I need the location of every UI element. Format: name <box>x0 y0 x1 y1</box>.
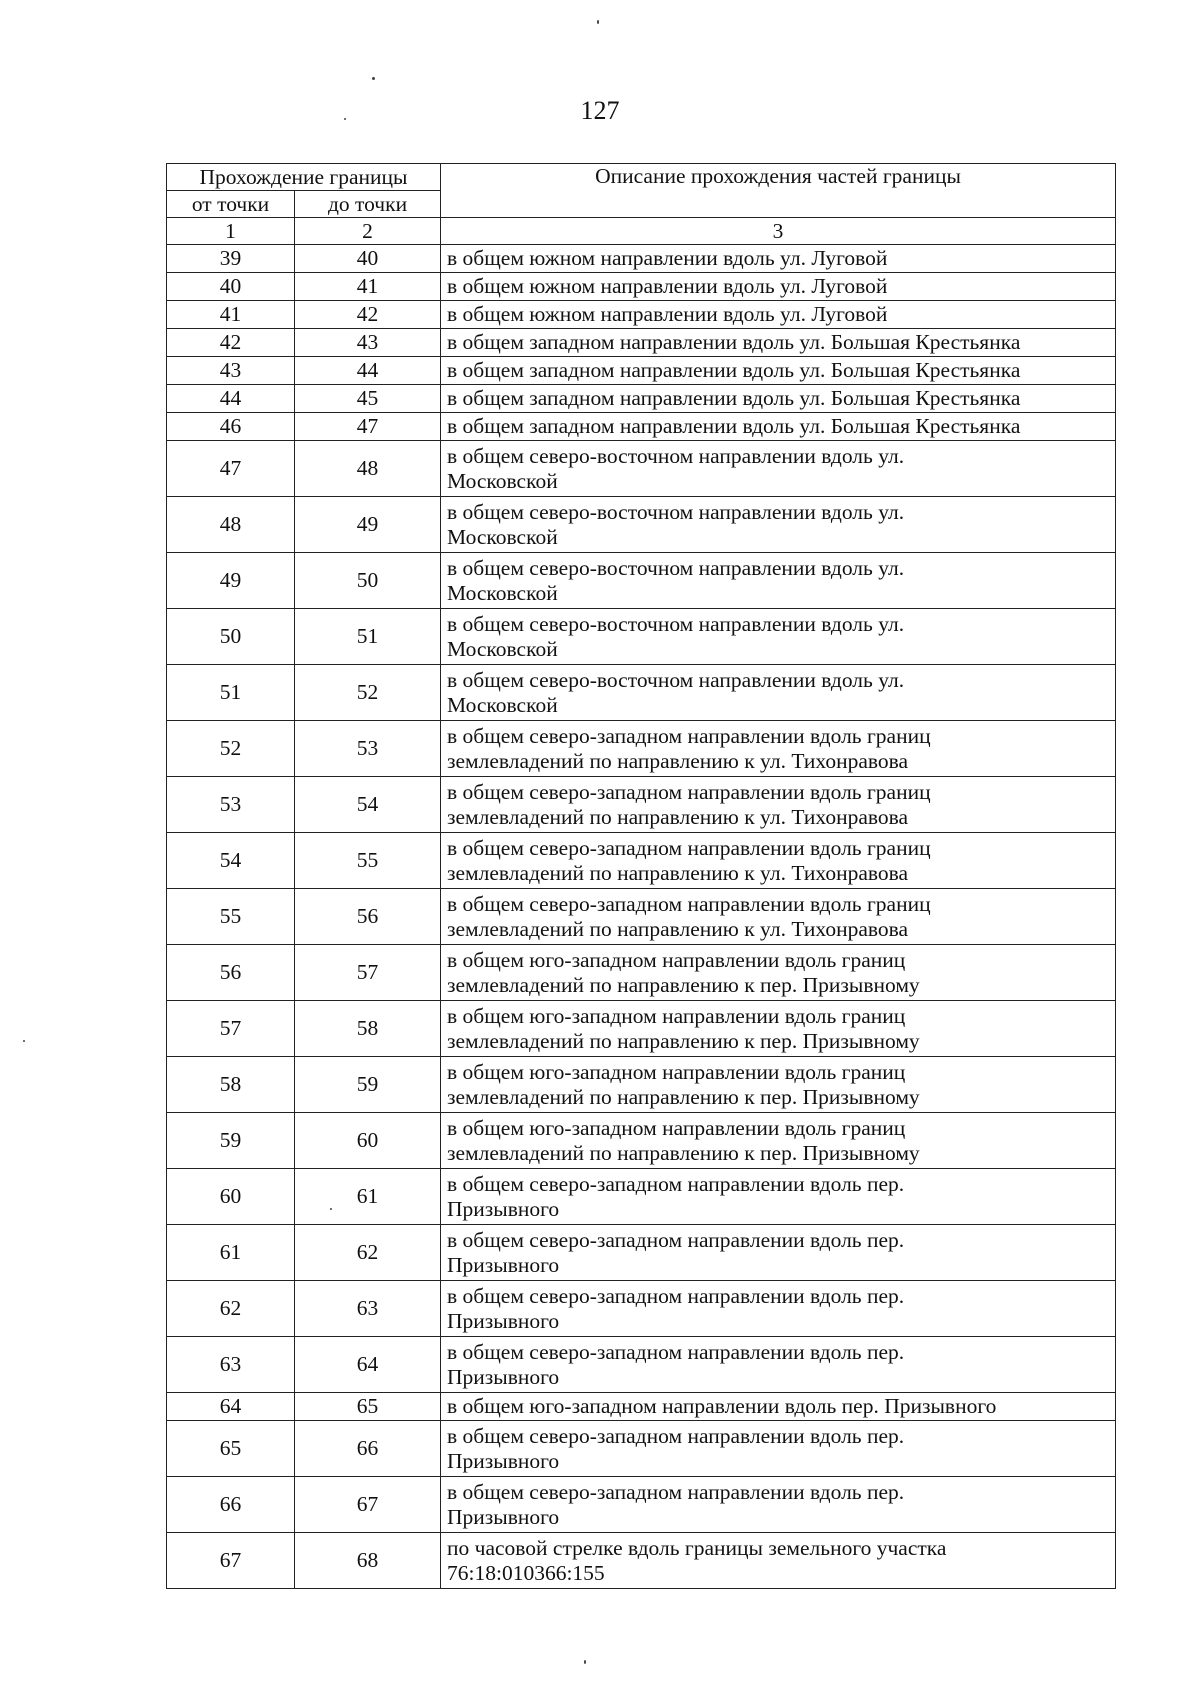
from-point-cell: 65 <box>167 1421 295 1477</box>
to-point-cell: 43 <box>295 329 441 357</box>
from-point-cell: 47 <box>167 441 295 497</box>
table-row <box>167 1281 1116 1337</box>
to-point-cell: 61 <box>295 1169 441 1225</box>
description-line: в общем северо-западном направлении вдоль границ <box>447 779 931 804</box>
description-line: землевладений по направлению к пер. Призывному <box>447 1084 920 1109</box>
from-point-cell: 44 <box>167 385 295 413</box>
to-point-cell: 65 <box>295 1393 441 1421</box>
description-line: в общем северо-восточном направлении вдоль ул. <box>447 499 905 524</box>
description-cell <box>441 553 1116 609</box>
from-point-cell: 57 <box>167 1001 295 1057</box>
scan-speck <box>372 77 375 80</box>
header-boundary-passage: Прохождение границы <box>167 164 441 191</box>
description-line: Призывного <box>447 1364 560 1389</box>
description-line: в общем северо-восточном направлении вдоль ул. <box>447 443 905 468</box>
table-row <box>167 1001 1116 1057</box>
description-line: в общем юго-западном направлении вдоль границ <box>447 1059 906 1084</box>
description-cell <box>441 1337 1116 1393</box>
from-point-cell: 48 <box>167 497 295 553</box>
to-point-cell: 45 <box>295 385 441 413</box>
table-row <box>167 609 1116 665</box>
table-row <box>167 1225 1116 1281</box>
to-point-cell: 41 <box>295 273 441 301</box>
to-point-cell: 67 <box>295 1477 441 1533</box>
description-line: в общем западном направлении вдоль ул. Большая Крестьянка <box>447 414 1021 438</box>
description-line: в общем северо-западном направлении вдоль пер. <box>447 1283 905 1308</box>
to-point-cell: 64 <box>295 1337 441 1393</box>
scan-speck <box>330 1208 332 1210</box>
to-point-cell: 62 <box>295 1225 441 1281</box>
description-line: в общем юго-западном направлении вдоль границ <box>447 947 906 972</box>
from-point-cell: 41 <box>167 301 295 329</box>
description-cell <box>441 441 1116 497</box>
from-point-cell: 58 <box>167 1057 295 1113</box>
description-line: в общем северо-западном направлении вдоль границ <box>447 723 931 748</box>
from-point-cell: 52 <box>167 721 295 777</box>
table-row <box>167 777 1116 833</box>
description-line: в общем северо-западном направлении вдоль пер. <box>447 1227 905 1252</box>
description-line: землевладений по направлению к ул. Тихонравова <box>447 804 909 829</box>
description-cell <box>441 945 1116 1001</box>
description-cell <box>441 1057 1116 1113</box>
description-line: Призывного <box>447 1448 560 1473</box>
to-point-cell: 55 <box>295 833 441 889</box>
header-description: Описание прохождения частей границы <box>441 164 1116 218</box>
from-point-cell: 59 <box>167 1113 295 1169</box>
description-line: в общем северо-западном направлении вдоль границ <box>447 891 931 916</box>
description-cell <box>441 833 1116 889</box>
description-line: в общем южном направлении вдоль ул. Луговой <box>447 302 888 326</box>
description-cell <box>441 609 1116 665</box>
from-point-cell: 53 <box>167 777 295 833</box>
description-line: в общем северо-западном направлении вдоль пер. <box>447 1479 905 1504</box>
table-row <box>167 385 1116 413</box>
header-col-number-3: 3 <box>441 218 1116 245</box>
scan-speck <box>344 118 346 120</box>
to-point-cell: 54 <box>295 777 441 833</box>
table-row <box>167 721 1116 777</box>
to-point-cell: 66 <box>295 1421 441 1477</box>
description-cell <box>441 1113 1116 1169</box>
from-point-cell: 60 <box>167 1169 295 1225</box>
from-point-cell: 62 <box>167 1281 295 1337</box>
description-line: в общем юго-западном направлении вдоль границ <box>447 1003 906 1028</box>
description-cell <box>441 1225 1116 1281</box>
description-line: Призывного <box>447 1308 560 1333</box>
table-row <box>167 1533 1116 1589</box>
table-row <box>167 301 1116 329</box>
scan-speck <box>23 1040 25 1042</box>
to-point-cell: 53 <box>295 721 441 777</box>
description-line: землевладений по направлению к ул. Тихонравова <box>447 860 909 885</box>
from-point-cell: 43 <box>167 357 295 385</box>
from-point-cell: 55 <box>167 889 295 945</box>
scan-speck <box>584 1660 586 1664</box>
table-row <box>167 1113 1116 1169</box>
table-row <box>167 1169 1116 1225</box>
description-line: Призывного <box>447 1252 560 1277</box>
header-to-point: до точки <box>295 191 441 218</box>
description-cell <box>441 329 1116 357</box>
description-cell <box>441 777 1116 833</box>
to-point-cell: 44 <box>295 357 441 385</box>
description-cell <box>441 385 1116 413</box>
to-point-cell: 42 <box>295 301 441 329</box>
description-line: Московской <box>447 580 558 605</box>
description-cell <box>441 301 1116 329</box>
description-cell <box>441 1421 1116 1477</box>
from-point-cell: 51 <box>167 665 295 721</box>
table-row <box>167 357 1116 385</box>
description-cell <box>441 413 1116 441</box>
description-line: в общем юго-западном направлении вдоль пер. Призывного <box>447 1394 997 1418</box>
from-point-cell: 39 <box>167 245 295 273</box>
description-cell <box>441 665 1116 721</box>
table-header <box>167 164 1116 245</box>
from-point-cell: 50 <box>167 609 295 665</box>
description-line: в общем южном направлении вдоль ул. Луговой <box>447 246 888 270</box>
description-cell <box>441 1001 1116 1057</box>
description-cell <box>441 1477 1116 1533</box>
description-line: Московской <box>447 468 558 493</box>
description-line: землевладений по направлению к пер. Призывному <box>447 972 920 997</box>
description-cell <box>441 889 1116 945</box>
description-cell <box>441 497 1116 553</box>
page-number: 127 <box>580 96 620 125</box>
from-point-cell: 66 <box>167 1477 295 1533</box>
boundary-table <box>166 163 1116 1589</box>
to-point-cell: 58 <box>295 1001 441 1057</box>
description-line: землевладений по направлению к пер. Призывному <box>447 1028 920 1053</box>
description-line: в общем северо-западном направлении вдоль пер. <box>447 1171 905 1196</box>
from-point-cell: 56 <box>167 945 295 1001</box>
description-line: землевладений по направлению к ул. Тихонравова <box>447 916 909 941</box>
to-point-cell: 49 <box>295 497 441 553</box>
description-line: в общем западном направлении вдоль ул. Большая Крестьянка <box>447 386 1021 410</box>
description-line: в общем южном направлении вдоль ул. Луговой <box>447 274 888 298</box>
description-line: Призывного <box>447 1504 560 1529</box>
to-point-cell: 59 <box>295 1057 441 1113</box>
from-point-cell: 40 <box>167 273 295 301</box>
from-point-cell: 54 <box>167 833 295 889</box>
from-point-cell: 67 <box>167 1533 295 1589</box>
scan-speck <box>597 20 599 24</box>
table-row <box>167 1337 1116 1393</box>
table-row <box>167 833 1116 889</box>
to-point-cell: 50 <box>295 553 441 609</box>
table-row <box>167 329 1116 357</box>
description-line: в общем западном направлении вдоль ул. Большая Крестьянка <box>447 358 1021 382</box>
table-row <box>167 245 1116 273</box>
table-row <box>167 441 1116 497</box>
table-row <box>167 1421 1116 1477</box>
description-line: землевладений по направлению к пер. Призывному <box>447 1140 920 1165</box>
description-cell <box>441 357 1116 385</box>
to-point-cell: 60 <box>295 1113 441 1169</box>
to-point-cell: 48 <box>295 441 441 497</box>
table-row <box>167 1057 1116 1113</box>
description-line: землевладений по направлению к ул. Тихонравова <box>447 748 909 773</box>
description-line: 76:18:010366:155 <box>447 1560 605 1585</box>
from-point-cell: 63 <box>167 1337 295 1393</box>
from-point-cell: 42 <box>167 329 295 357</box>
description-line: в общем северо-западном направлении вдоль границ <box>447 835 931 860</box>
to-point-cell: 51 <box>295 609 441 665</box>
description-line: Московской <box>447 636 558 661</box>
to-point-cell: 47 <box>295 413 441 441</box>
description-cell <box>441 1281 1116 1337</box>
table-row <box>167 889 1116 945</box>
table-row <box>167 413 1116 441</box>
from-point-cell: 49 <box>167 553 295 609</box>
to-point-cell: 40 <box>295 245 441 273</box>
description-line: в общем северо-восточном направлении вдоль ул. <box>447 555 905 580</box>
description-line: в общем северо-восточном направлении вдоль ул. <box>447 611 905 636</box>
description-line: в общем западном направлении вдоль ул. Большая Крестьянка <box>447 330 1021 354</box>
description-line: по часовой стрелке вдоль границы земельного участка <box>447 1535 947 1560</box>
to-point-cell: 52 <box>295 665 441 721</box>
description-line: в общем северо-восточном направлении вдоль ул. <box>447 667 905 692</box>
header-col-number-2: 2 <box>295 218 441 245</box>
description-cell <box>441 273 1116 301</box>
description-line: Московской <box>447 692 558 717</box>
table-row <box>167 273 1116 301</box>
description-line: в общем северо-западном направлении вдоль пер. <box>447 1339 905 1364</box>
description-cell <box>441 1393 1116 1421</box>
table-row <box>167 1393 1116 1421</box>
description-line: в общем юго-западном направлении вдоль границ <box>447 1115 906 1140</box>
to-point-cell: 68 <box>295 1533 441 1589</box>
table-row <box>167 665 1116 721</box>
description-line: Московской <box>447 524 558 549</box>
description-cell <box>441 1169 1116 1225</box>
description-line: Призывного <box>447 1196 560 1221</box>
from-point-cell: 46 <box>167 413 295 441</box>
description-cell <box>441 721 1116 777</box>
to-point-cell: 57 <box>295 945 441 1001</box>
from-point-cell: 64 <box>167 1393 295 1421</box>
header-col-number-1: 1 <box>167 218 295 245</box>
description-cell <box>441 245 1116 273</box>
to-point-cell: 63 <box>295 1281 441 1337</box>
description-line: в общем северо-западном направлении вдоль пер. <box>447 1423 905 1448</box>
table-row <box>167 1477 1116 1533</box>
table-row <box>167 497 1116 553</box>
from-point-cell: 61 <box>167 1225 295 1281</box>
table-row <box>167 553 1116 609</box>
table-row <box>167 945 1116 1001</box>
header-from-point: от точки <box>167 191 295 218</box>
table-body <box>167 245 1116 1589</box>
description-cell <box>441 1533 1116 1589</box>
to-point-cell: 56 <box>295 889 441 945</box>
